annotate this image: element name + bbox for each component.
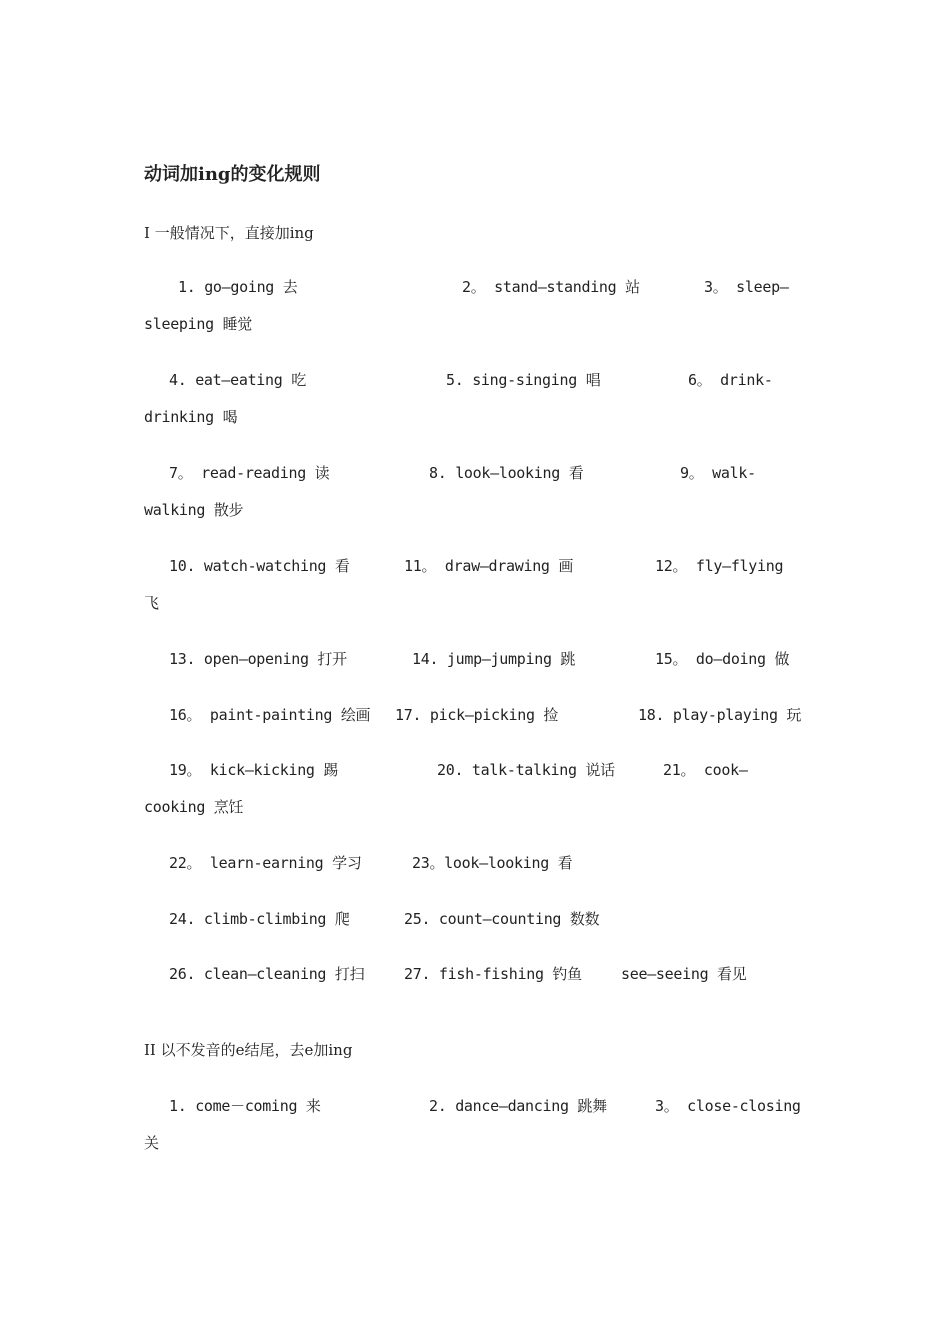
list-item: 3。 sleep— <box>704 278 789 296</box>
list-item: 21。 cook— <box>663 761 748 779</box>
list-item: 18. play-playing 玩 <box>638 706 802 724</box>
list-item-continuation: drinking 喝 <box>144 408 238 426</box>
list-item: 1. go—going 去 <box>178 278 298 296</box>
list-item: 27. fish-fishing 钓鱼 <box>404 965 582 983</box>
list-item: 20. talk-talking 说话 <box>437 761 615 779</box>
list-item: 24. climb-climbing 爬 <box>169 910 350 928</box>
list-item: 3。 close-closing <box>655 1097 801 1115</box>
list-item-continuation: walking 散步 <box>144 501 244 519</box>
section-2-heading: II 以不发音的e结尾，去e加ing <box>144 1041 353 1059</box>
list-item: 22。 learn-earning 学习 <box>169 854 362 872</box>
list-item: 14. jump—jumping 跳 <box>412 650 576 668</box>
list-item: 2. dance—dancing 跳舞 <box>429 1097 607 1115</box>
list-item: 15。 do—doing 做 <box>655 650 790 668</box>
list-item: 13. open—opening 打开 <box>169 650 347 668</box>
list-item: 4. eat—eating 吃 <box>169 371 306 389</box>
list-item: 7。 read-reading 读 <box>169 464 330 482</box>
list-item: 9。 walk- <box>680 464 756 482</box>
list-item-continuation: sleeping 睡觉 <box>144 315 252 333</box>
list-item: 10. watch-watching 看 <box>169 557 350 575</box>
list-item: 16。 paint-painting 绘画 <box>169 706 371 724</box>
list-item: 25. count—counting 数数 <box>404 910 600 928</box>
list-item: 5. sing-singing 唱 <box>446 371 601 389</box>
section-1-heading: I 一般情况下，直接加ing <box>144 224 314 242</box>
list-item: 12。 fly—flying <box>655 557 784 575</box>
list-item: 2。 stand—standing 站 <box>462 278 640 296</box>
list-item: 23。look—looking 看 <box>412 854 573 872</box>
list-item-continuation: cooking 烹饪 <box>144 798 244 816</box>
list-item: 11。 draw—drawing 画 <box>404 557 574 575</box>
list-item: 19。 kick—kicking 踢 <box>169 761 339 779</box>
list-item: see—seeing 看见 <box>621 965 747 983</box>
list-item: 26. clean—cleaning 打扫 <box>169 965 365 983</box>
list-item-continuation: 飞 <box>144 594 159 612</box>
list-item: 1. come－coming 来 <box>169 1097 321 1115</box>
document-title: 动词加ing的变化规则 <box>144 164 321 185</box>
list-item: 6。 drink- <box>688 371 773 389</box>
list-item-continuation: 关 <box>144 1134 159 1152</box>
list-item: 8. look—looking 看 <box>429 464 584 482</box>
list-item: 17. pick—picking 捡 <box>395 706 559 724</box>
